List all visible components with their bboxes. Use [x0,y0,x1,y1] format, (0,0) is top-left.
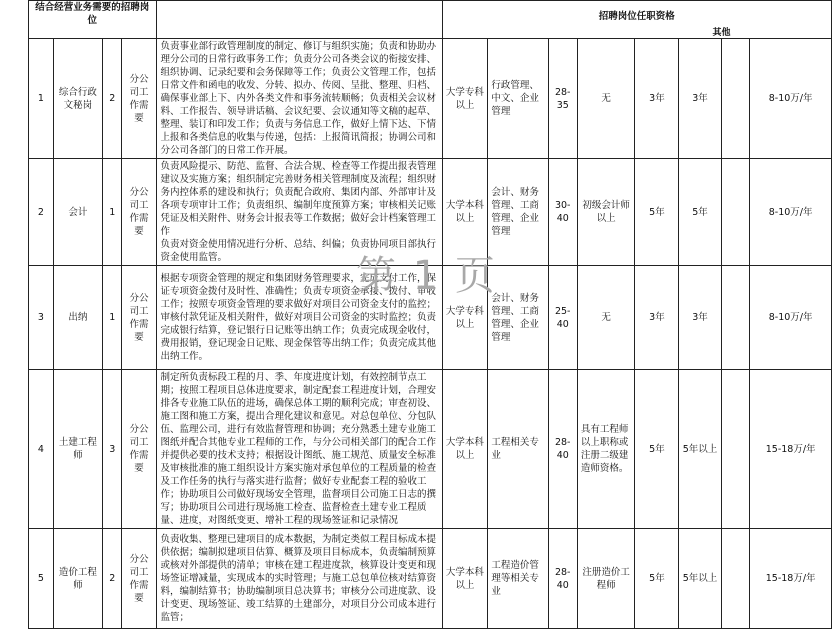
table-row [29,529,832,629]
row-major: 会计、财务管理、工商管理、企业管理 [488,266,548,370]
row-count: 2 [103,529,122,629]
row-age: 25-40 [548,266,577,370]
row-count: 3 [103,370,122,529]
row-major: 行政管理、中文、企业管理 [488,39,548,159]
row-duties: 制定所负责标段工程的月、季、年度进度计划，有效控制节点工期；按照工程项目总体进度要求，制定配套工程进度计划，合理安排各专业施工队伍的进场，确保总体工期的顺利完成；审查初设、施工图和施工方案，提出合理化建议和意见。对总包单位、分包队伍、监理公司，进行有效监督管理和协调；充分熟悉土建专业施工图纸并配合其他专业工程师的工作，与分公司相关部门的配合工作并提供必要的技术支持；根据设计图纸、施工规范、质量安全标准及审核批准的施工组织设计方案实施对承包单位的工程质量的检查及工作任务的执行与落实进行监督；做好专业配套工程的验收工作；协助项目公司做好现场安全管理，监督项目公司施工日志的撰写；协助项目公司进行现场施工检查、监督检查土建专业工程质量、进度，对图纸变更、增补工程的现场签证和记录情况 [156,370,442,529]
row-no: 1 [29,39,54,159]
row-exp2: 3年 [679,39,721,159]
row-no: 4 [29,370,54,529]
row-dept: 分公司工作需要 [122,370,156,529]
row-education: 大学专科以上 [442,39,488,159]
row-education: 大学专科以上 [442,266,488,370]
row-dept: 分公司工作需要 [122,266,156,370]
row-age: 28-40 [548,529,577,629]
row-salary: 8-10万/年 [750,39,832,159]
row-education: 大学本科以上 [442,159,488,266]
row-count: 2 [103,39,122,159]
row-salary: 15-18万/年 [750,370,832,529]
row-exp2: 5年以上 [679,370,721,529]
row-no: 2 [29,159,54,266]
row-exp2: 3年 [679,266,721,370]
row-empty [721,266,750,370]
table-row [29,370,832,529]
row-exp1: 5年 [635,529,679,629]
row-salary: 8-10万/年 [750,159,832,266]
row-major: 工程造价管理等相关专业 [488,529,548,629]
row-duties: 负责风险提示、防范、监督、合法合规、检查等工作提出报表管理建议及实施方案；组织制定完善财务相关管理制度及流程；组织财务内控体系的建设和执行；负责配合政府、集团内部、外部审计及各项专项审计工作；负责组织、编制年度预算方案；审核相关记账凭证及相关附件、财务会计报表等工作数据；做好会计档案管理工作 负责对资金使用情况进行分析、总结、纠偏；负责协同项目部执行资金使用监管。 [156,159,442,266]
row-exp1: 3年 [635,39,679,159]
row-empty [721,39,750,159]
row-dept: 分公司工作需要 [122,39,156,159]
row-exp2: 5年以上 [679,529,721,629]
row-salary: 15-18万/年 [750,529,832,629]
row-no: 5 [29,529,54,629]
header-other: 其他 [712,28,731,38]
row-position: 出纳 [53,266,102,370]
row-exp2: 5年 [679,159,721,266]
row-age: 30-40 [548,159,577,266]
row-title: 无 [577,266,635,370]
row-age: 28-35 [548,39,577,159]
row-no: 3 [29,266,54,370]
row-dept: 分公司工作需要 [122,529,156,629]
header-row [29,1,832,39]
row-education: 大学本科以上 [442,370,488,529]
row-empty [721,529,750,629]
row-duties: 负责事业部行政管理制度的制定、修订与组织实施；负责和协助办理分公司的日常行政事务工作；负责分公司各类会议的衔接安排、组织协调、记录纪要和会务保障等工作；负责公文管理工作，包括日常文件和函电的收发、分转、拟办、传阅、呈批、整理、归档、确保事业部上下、内外各类文件和事务流转顺畅；负责相关会议材料、工作报告、领导讲话稿、会议纪要、会议通知等文稿的起草、整理、装订和印发工作；负责与务信息工作，做好上情下达、下情上报和各类信息的收集与传递，包括：上报简讯简报；协调公司和分公司各部门的日常工作开展。 [156,39,442,159]
row-exp1: 3年 [635,266,679,370]
row-education: 大学本科以上 [442,529,488,629]
table-row [29,39,832,159]
page-watermark: 第 1 页 [356,253,497,299]
header-right-title: 招聘岗位任职资格 [598,11,675,22]
row-duties: 负责收集、整理已建项目的成本数据，为制定类似工程目标成本提供依据；编制拟建项目估算、概算及项目目标成本，负责编制预算或核对外部提供的清单；审核在建工程进度款，核算设计变更和现场签证增减量，实现成本的实时管理；与施工总包单位核对结算资料，编制结算书；协助编制项目总决算书；审核分公司进度款、设计变更、现场签证、竣工结算的土建部分，对项目分公司成本进行监管； [156,529,442,629]
row-position: 造价工程师 [53,529,102,629]
row-major: 会计、财务管理、工商管理、企业管理 [488,159,548,266]
row-position: 综合行政文秘岗 [53,39,102,159]
row-count: 1 [103,159,122,266]
row-empty [721,370,750,529]
row-dept: 分公司工作需要 [122,159,156,266]
row-major: 工程相关专业 [488,370,548,529]
row-duties: 根据专项资金管理的规定和集团财务管理要求，完成支付工作，保证专项资金拨付及时性、准确性；负责专项资金承接、拨付、审收工作；按照专项资金管理的要求做好对项目公司资金支付的监控；审核付款凭证及相关附件，做好对项目公司资金的实时监控；负责完成银行结算，登记银行日记账等出纳工作；负责完成现金收付，费用报销，登记现金日记账、现金保管等出纳工作；负责完成其他出纳工作。 [156,266,442,370]
row-exp1: 5年 [635,159,679,266]
header-left-title: 结合经营业务需要的招聘岗位 [29,1,157,39]
row-position: 会计 [53,159,102,266]
row-count: 1 [103,266,122,370]
row-title: 初级会计师以上 [577,159,635,266]
header-blank [156,1,442,39]
row-age: 28-40 [548,370,577,529]
row-title: 无 [577,39,635,159]
table-row [29,266,832,370]
row-title: 具有工程师以上职称或注册二级建造师资格。 [577,370,635,529]
row-empty [721,159,750,266]
row-position: 土建工程师 [53,370,102,529]
row-exp1: 5年 [635,370,679,529]
row-title: 注册造价工程师 [577,529,635,629]
table-row [29,159,832,266]
row-salary: 8-10万/年 [750,266,832,370]
recruitment-table [28,0,832,629]
header-right-wrap [442,1,831,39]
